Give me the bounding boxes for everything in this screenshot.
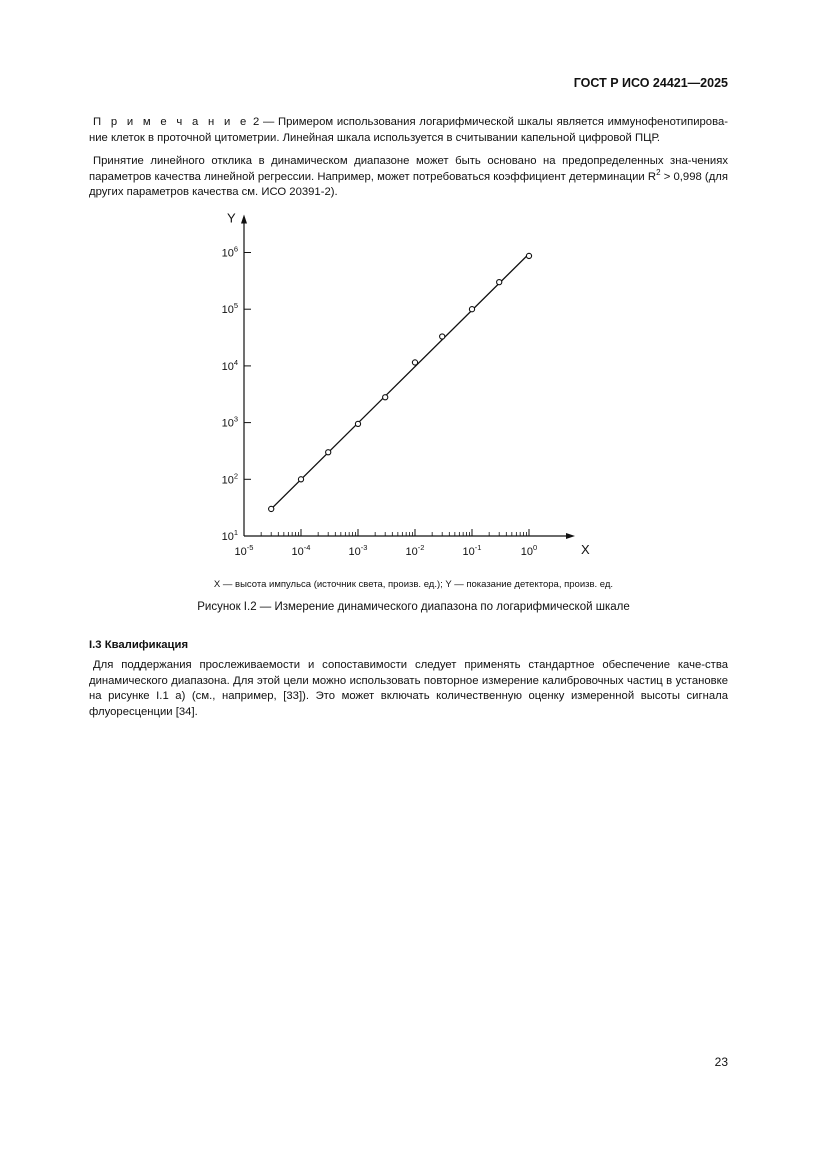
figure-caption: Рисунок I.2 — Измерение динамического диапазона по логарифмической шкале — [197, 601, 630, 613]
x-axis-label: X — [581, 542, 590, 557]
data-point — [526, 253, 531, 258]
section-paragraph: Для поддержания прослеживаемости и сопоставимости следует применять стандартное обеспечение каче-ства динамического диапазона. Для этой цели можно использовать повторное измерение калибровочных частиц в установке на рисунке I.1 a) (см., например, [33]). Это может включать количественную оценку измеренной высоты сигнала флуоресценции [34]. — [89, 659, 728, 718]
note-label: П р и м е ч а н и е — [93, 116, 250, 128]
section-title: I.3 Квалификация — [89, 639, 189, 651]
y-tick-label: $10^5$ — [221, 301, 238, 317]
data-point — [412, 360, 417, 365]
data-point — [469, 307, 474, 312]
document-header: ГОСТ Р ИСО 24421—2025 — [573, 76, 728, 90]
data-point — [326, 450, 331, 455]
y-tick-label: $10^6$ — [221, 244, 238, 260]
paragraph-text-before: Принятие линейного отклика в динамическом диапазоне может быть основано на предопределенных зна-чениях параметров качества линейной регрессии. Например, может потребоваться коэффициент детерминации R — [89, 155, 728, 183]
y-tick-label: $10^4$ — [221, 357, 238, 373]
x-tick-label: $10^{-3}$ — [348, 543, 368, 558]
y-axis-arrow — [241, 215, 247, 224]
data-point — [355, 421, 360, 426]
data-point — [497, 280, 502, 285]
note-text: 2 — Примером использования логарифмической шкалы является иммунофенотипирова-ние клеток в проточной цитометрии. Линейная шкала используется в считывании капельной цифровой ПЦР. — [89, 116, 729, 144]
note-paragraph — [89, 115, 728, 146]
paragraph-text-after: > 0,998 (для других параметров качества см. ИСО 20391-2). — [89, 170, 728, 198]
paragraph-regression — [89, 154, 728, 201]
x-tick-label: $10^{-4}$ — [291, 543, 311, 558]
superscript-2: 2 — [656, 167, 661, 177]
x-tick-label: $10^{-2}$ — [405, 543, 425, 558]
x-axis-arrow — [566, 533, 575, 539]
y-tick-label: $10^3$ — [221, 414, 238, 430]
data-point — [383, 395, 388, 400]
data-point — [269, 506, 274, 511]
y-tick-label: $10^1$ — [221, 528, 238, 543]
figure-legend: X — высота импульса (источник света, произв. ед.); Y — показание детектора, произв. ед. — [213, 579, 614, 590]
y-tick-label: $10^2$ — [221, 471, 238, 487]
dynamic-range-chart — [200, 208, 590, 568]
y-axis-label: Y — [227, 210, 236, 226]
page-number: 23 — [714, 1055, 728, 1069]
x-tick-label: $10^0$ — [520, 543, 538, 558]
data-point — [440, 334, 445, 339]
x-tick-label: $10^{-5}$ — [234, 543, 254, 558]
regression-line — [271, 254, 529, 509]
x-tick-label: $10^{-1}$ — [462, 543, 482, 558]
data-point — [298, 477, 303, 482]
